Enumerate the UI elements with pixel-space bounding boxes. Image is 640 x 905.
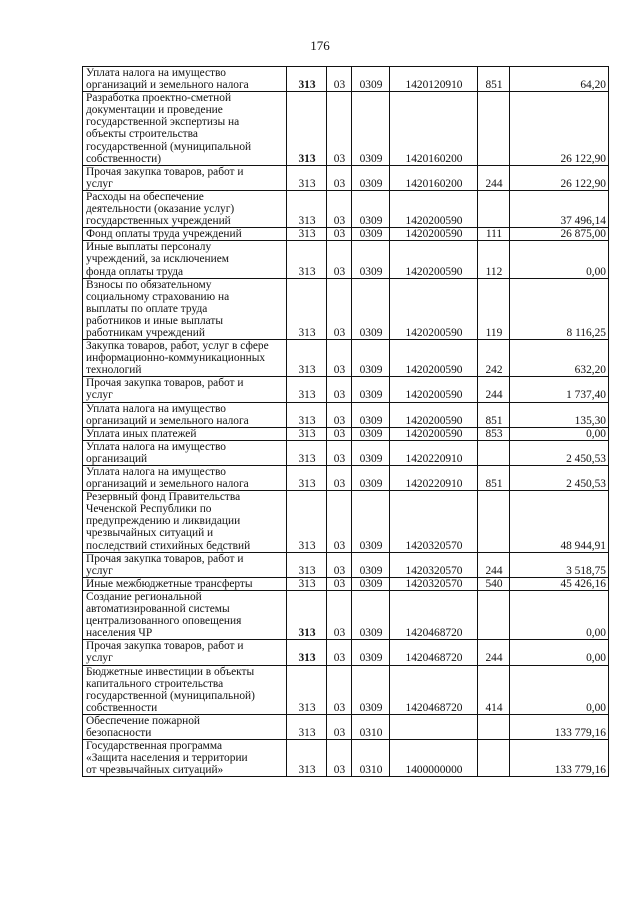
subsection-code: 0309 [352, 665, 390, 714]
expense-type-code [478, 714, 510, 739]
ministry-code: 313 [287, 377, 327, 402]
subsection-code: 0309 [352, 377, 390, 402]
subsection-code: 0309 [352, 491, 390, 552]
amount: 0,00 [510, 427, 609, 440]
amount: 133 779,16 [510, 740, 609, 777]
subsection-code: 0309 [352, 552, 390, 577]
target-article-code: 1420200590 [390, 377, 478, 402]
expense-name: Государственная программа «Защита населения и территории от чрезвычайных ситуаций» [83, 740, 287, 777]
target-article-code: 1420468720 [390, 665, 478, 714]
subsection-code: 0309 [352, 402, 390, 427]
expense-name: Иные межбюджетные трансферты [83, 577, 287, 590]
section-code: 03 [327, 640, 352, 665]
target-article-code: 1420200590 [390, 241, 478, 278]
expense-name: Прочая закупка товаров, работ и услуг [83, 377, 287, 402]
table-row [83, 241, 609, 278]
section-code: 03 [327, 340, 352, 377]
expense-type-code [478, 590, 510, 639]
expense-name: Прочая закупка товаров, работ и услуг [83, 165, 287, 190]
amount: 135,30 [510, 402, 609, 427]
expense-name: Иные выплаты персоналу учреждений, за исключением фонда оплаты труда [83, 241, 287, 278]
table-row [83, 665, 609, 714]
ministry-code: 313 [287, 577, 327, 590]
expense-name: Обеспечение пожарной безопасности [83, 714, 287, 739]
table-row [83, 577, 609, 590]
section-code: 03 [327, 92, 352, 166]
target-article-code: 1420468720 [390, 640, 478, 665]
ministry-code: 313 [287, 491, 327, 552]
amount: 632,20 [510, 340, 609, 377]
subsection-code: 0309 [352, 165, 390, 190]
ministry-code: 313 [287, 740, 327, 777]
section-code: 03 [327, 590, 352, 639]
expense-type-code [478, 190, 510, 227]
amount: 0,00 [510, 590, 609, 639]
expense-type-code: 244 [478, 552, 510, 577]
expense-name: Уплата налога на имущество организаций и земельного налога [83, 67, 287, 92]
subsection-code: 0309 [352, 440, 390, 465]
expense-name: Прочая закупка товаров, работ и услуг [83, 552, 287, 577]
expense-type-code [478, 92, 510, 166]
table-row [83, 466, 609, 491]
subsection-code: 0309 [352, 228, 390, 241]
ministry-code: 313 [287, 340, 327, 377]
ministry-code: 313 [287, 590, 327, 639]
expense-name: Уплата налога на имущество организаций и земельного налога [83, 402, 287, 427]
target-article-code: 1420160200 [390, 92, 478, 166]
target-article-code: 1420320570 [390, 577, 478, 590]
expense-type-code: 242 [478, 340, 510, 377]
section-code: 03 [327, 740, 352, 777]
table-row [83, 440, 609, 465]
subsection-code: 0310 [352, 740, 390, 777]
expense-type-code: 414 [478, 665, 510, 714]
amount: 26 122,90 [510, 92, 609, 166]
table-row [83, 427, 609, 440]
ministry-code: 313 [287, 278, 327, 339]
ministry-code: 313 [287, 402, 327, 427]
amount: 64,20 [510, 67, 609, 92]
expense-type-code [478, 740, 510, 777]
subsection-code: 0310 [352, 714, 390, 739]
amount: 0,00 [510, 665, 609, 714]
expense-type-code: 244 [478, 165, 510, 190]
section-code: 03 [327, 491, 352, 552]
subsection-code: 0309 [352, 590, 390, 639]
amount: 2 450,53 [510, 466, 609, 491]
table-row [83, 278, 609, 339]
table-row [83, 552, 609, 577]
expense-type-code: 851 [478, 466, 510, 491]
ministry-code: 313 [287, 665, 327, 714]
section-code: 03 [327, 466, 352, 491]
expense-name: Закупка товаров, работ, услуг в сфере информационно-коммуникационных технологий [83, 340, 287, 377]
expense-name: Прочая закупка товаров, работ и услуг [83, 640, 287, 665]
target-article-code: 1420220910 [390, 466, 478, 491]
table-row [83, 67, 609, 92]
ministry-code: 313 [287, 92, 327, 166]
page-number: 176 [310, 38, 330, 53]
section-code: 03 [327, 377, 352, 402]
target-article-code: 1420200590 [390, 427, 478, 440]
expense-name: Создание региональной автоматизированной системы централизованного оповещения населения ЧР [83, 590, 287, 639]
expense-type-code: 853 [478, 427, 510, 440]
table-row [83, 640, 609, 665]
target-article-code: 1420220910 [390, 440, 478, 465]
target-article-code: 1420120910 [390, 67, 478, 92]
expense-type-code: 112 [478, 241, 510, 278]
table-row [83, 402, 609, 427]
table-row [83, 92, 609, 166]
ministry-code: 313 [287, 67, 327, 92]
subsection-code: 0309 [352, 278, 390, 339]
ministry-code: 313 [287, 714, 327, 739]
table-row [83, 228, 609, 241]
expense-name: Резервный фонд Правительства Чеченской Республики по предупреждению и ликвидации чрезвычайных ситуаций и последствий стихийных бедствий [83, 491, 287, 552]
target-article-code: 1420320570 [390, 552, 478, 577]
section-code: 03 [327, 665, 352, 714]
ministry-code: 313 [287, 440, 327, 465]
amount: 0,00 [510, 640, 609, 665]
amount: 0,00 [510, 241, 609, 278]
amount: 3 518,75 [510, 552, 609, 577]
amount: 37 496,14 [510, 190, 609, 227]
target-article-code [390, 714, 478, 739]
section-code: 03 [327, 427, 352, 440]
expense-type-code: 244 [478, 640, 510, 665]
subsection-code: 0309 [352, 577, 390, 590]
target-article-code: 1420200590 [390, 402, 478, 427]
expense-name: Взносы по обязательному социальному страхованию на выплаты по оплате труда работников и иные выплаты работникам учреждений [83, 278, 287, 339]
target-article-code: 1420200590 [390, 228, 478, 241]
budget-table [82, 66, 609, 777]
target-article-code: 1420160200 [390, 165, 478, 190]
table-row [83, 491, 609, 552]
target-article-code: 1420200590 [390, 340, 478, 377]
table-row [83, 740, 609, 777]
subsection-code: 0309 [352, 340, 390, 377]
expense-name: Бюджетные инвестиции в объекты капитального строительства государственной (муниципальной) собственности [83, 665, 287, 714]
expense-type-code: 851 [478, 402, 510, 427]
section-code: 03 [327, 552, 352, 577]
target-article-code: 1400000000 [390, 740, 478, 777]
ministry-code: 313 [287, 552, 327, 577]
table-row [83, 590, 609, 639]
amount: 8 116,25 [510, 278, 609, 339]
expense-name: Фонд оплаты труда учреждений [83, 228, 287, 241]
target-article-code: 1420200590 [390, 278, 478, 339]
target-article-code: 1420468720 [390, 590, 478, 639]
subsection-code: 0309 [352, 190, 390, 227]
target-article-code: 1420320570 [390, 491, 478, 552]
section-code: 03 [327, 67, 352, 92]
ministry-code: 313 [287, 241, 327, 278]
expense-name: Уплата иных платежей [83, 427, 287, 440]
table-row [83, 377, 609, 402]
ministry-code: 313 [287, 165, 327, 190]
budget-table-body [83, 67, 609, 777]
expense-type-code [478, 491, 510, 552]
subsection-code: 0309 [352, 466, 390, 491]
ministry-code: 313 [287, 228, 327, 241]
expense-name: Уплата налога на имущество организаций [83, 440, 287, 465]
amount: 133 779,16 [510, 714, 609, 739]
expense-type-code: 540 [478, 577, 510, 590]
amount: 26 875,00 [510, 228, 609, 241]
subsection-code: 0309 [352, 427, 390, 440]
section-code: 03 [327, 241, 352, 278]
table-row [83, 190, 609, 227]
section-code: 03 [327, 278, 352, 339]
expense-type-code: 119 [478, 278, 510, 339]
expense-name: Разработка проектно-сметной документации и проведение государственной экспертизы на объекты строительства государственной (муниципальной собственности) [83, 92, 287, 166]
subsection-code: 0309 [352, 92, 390, 166]
expense-type-code: 851 [478, 67, 510, 92]
section-code: 03 [327, 402, 352, 427]
subsection-code: 0309 [352, 67, 390, 92]
amount: 48 944,91 [510, 491, 609, 552]
section-code: 03 [327, 714, 352, 739]
table-row [83, 714, 609, 739]
expense-name: Уплата налога на имущество организаций и земельного налога [83, 466, 287, 491]
amount: 45 426,16 [510, 577, 609, 590]
target-article-code: 1420200590 [390, 190, 478, 227]
section-code: 03 [327, 165, 352, 190]
section-code: 03 [327, 577, 352, 590]
amount: 26 122,90 [510, 165, 609, 190]
expense-name: Расходы на обеспечение деятельности (оказание услуг) государственных учреждений [83, 190, 287, 227]
ministry-code: 313 [287, 466, 327, 491]
ministry-code: 313 [287, 427, 327, 440]
expense-type-code: 244 [478, 377, 510, 402]
amount: 1 737,40 [510, 377, 609, 402]
expense-type-code: 111 [478, 228, 510, 241]
amount: 2 450,53 [510, 440, 609, 465]
subsection-code: 0309 [352, 640, 390, 665]
subsection-code: 0309 [352, 241, 390, 278]
ministry-code: 313 [287, 190, 327, 227]
section-code: 03 [327, 190, 352, 227]
expense-type-code [478, 440, 510, 465]
table-row [83, 340, 609, 377]
section-code: 03 [327, 440, 352, 465]
table-row [83, 165, 609, 190]
section-code: 03 [327, 228, 352, 241]
ministry-code: 313 [287, 640, 327, 665]
